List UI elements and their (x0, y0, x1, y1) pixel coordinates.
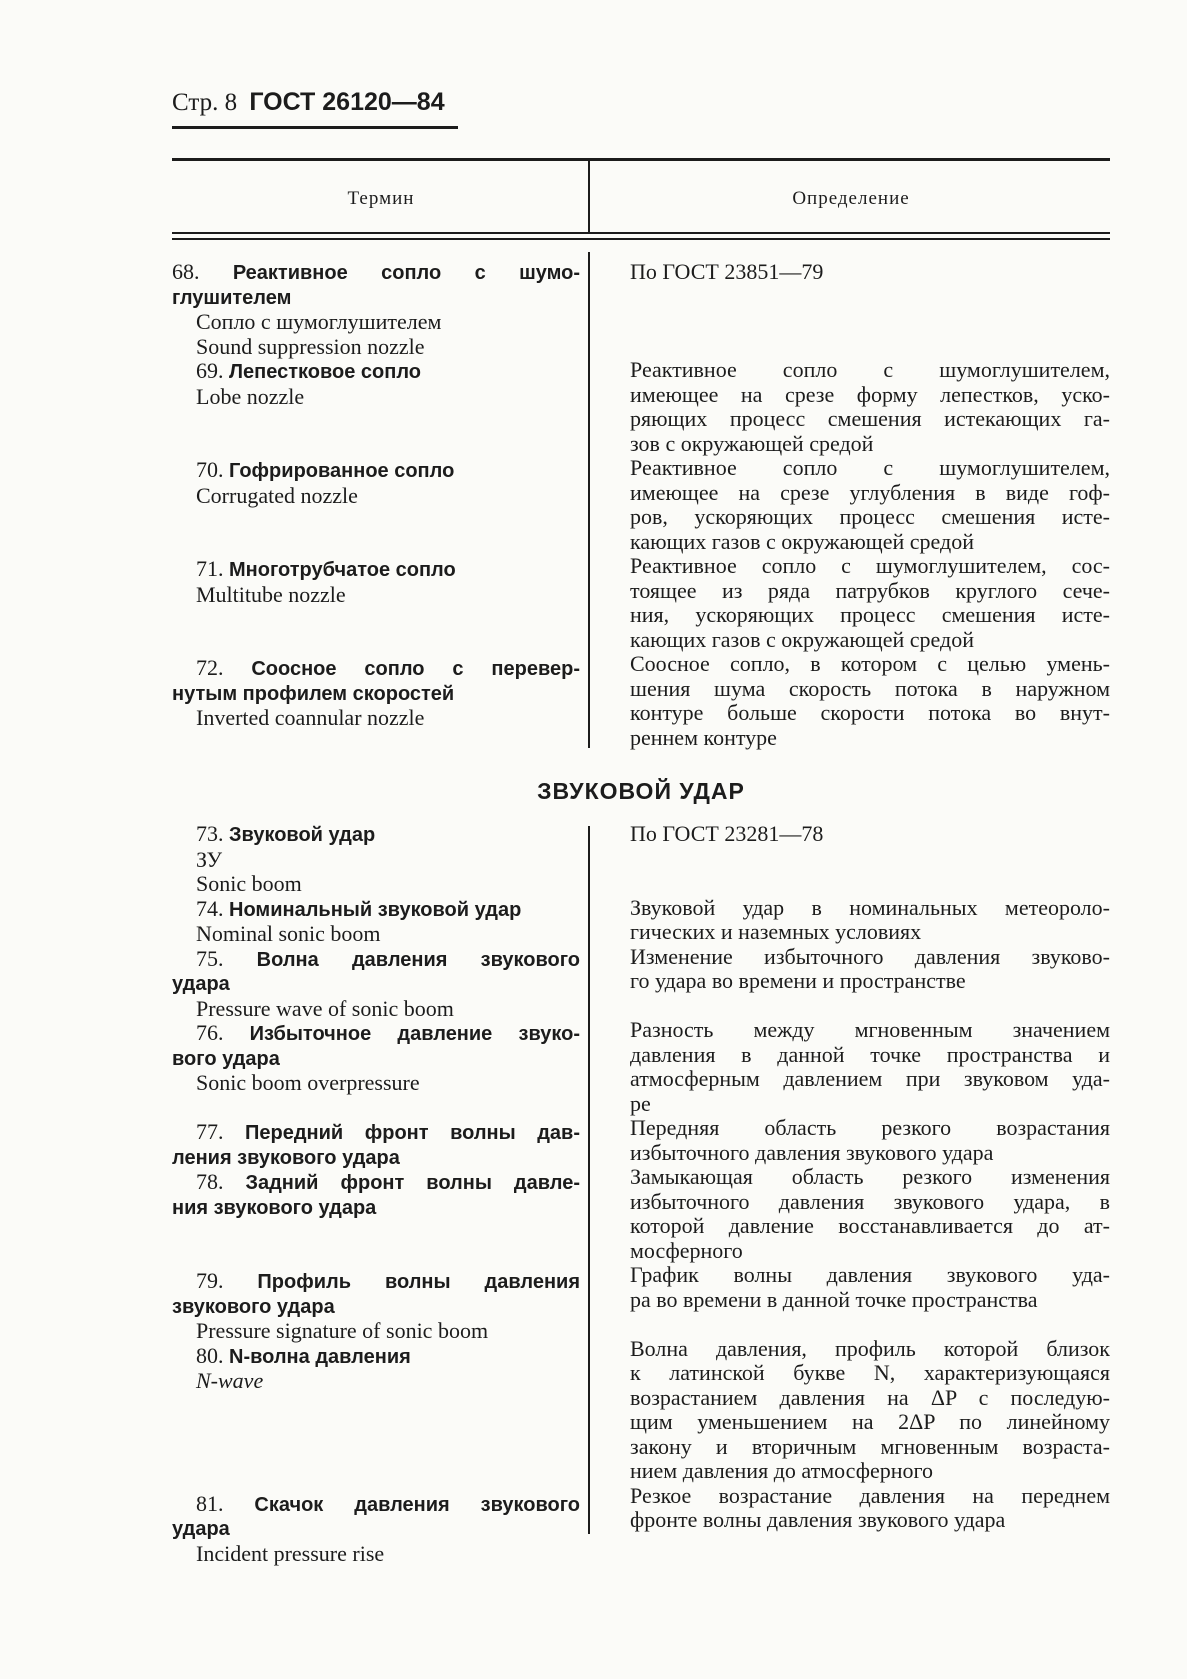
term-76-cont: вого удара (172, 1047, 280, 1070)
definition-79: График волны давления звукового уда- ра во времени в данной точке пространства (630, 1262, 1110, 1312)
definition-81: Резкое возрастание давления на переднем фронте волны давления звукового удара (630, 1482, 1110, 1532)
term-69: 69. Лепестковое сопло (196, 358, 421, 383)
term-77-cont: ления звукового удара (172, 1146, 400, 1169)
definition-72: Соосное сопло, в котором с целью умень- шения шума скорость потока в наружном контуре больше скорости потока во внут- реннем контуре (630, 651, 1110, 750)
column-divider (588, 161, 590, 232)
page-number: Стр. 8 (172, 89, 238, 116)
term-73-english: Sonic boom (196, 871, 302, 896)
definition-75: Изменение избыточного давления звуково- го удара во времени и пространстве (630, 943, 1110, 993)
table-top-rule (172, 158, 1110, 161)
term-80: 80. N-волна давления (196, 1342, 411, 1368)
definitions-column-2 (630, 822, 1110, 1533)
page-header (172, 88, 445, 117)
term-81-english: Incident pressure rise (196, 1540, 385, 1566)
definition-71: Реактивное сопло с шумоглушителем, сос- тоящее из ряда патрубков круглого сече- ния, ускоряющих процесс смешения исте- кающих газов с окружающей средой (630, 553, 1110, 652)
definition-77: Передняя область резкого возрастания избыточного давления звукового удара (630, 1115, 1110, 1165)
term-81-cont: удара (172, 1518, 230, 1540)
term-68-english: Sound suppression nozzle (196, 333, 425, 359)
terms-column-1 (172, 260, 580, 731)
term-73: 73. Звуковой удар (196, 821, 376, 846)
gost-number: ГОСТ 26120—84 (249, 88, 445, 116)
term-72-english: Inverted coannular nozzle (196, 705, 425, 730)
term-74-english: Nominal sonic boom (196, 921, 381, 946)
section-title: ЗВУКОВОЙ УДАР (537, 778, 745, 804)
term-75-english: Pressure wave of sonic boom (196, 995, 454, 1021)
term-78-cont: ния звукового удара (172, 1196, 377, 1219)
term-68-synonym: Сопло с шумоглушителем (196, 309, 442, 334)
term-79-cont: звукового удара (172, 1295, 335, 1318)
term-80-english: N-wave (196, 1368, 264, 1393)
definition-74: Звуковой удар в номинальных метеороло- гических и наземных условиях (630, 894, 1110, 944)
term-70: 70. Гофрированное сопло (196, 457, 455, 482)
term-77: 77. Передний фронт волны дав- (196, 1119, 580, 1144)
definition-73: По ГОСТ 23281—78 (630, 821, 824, 846)
term-81: 81. Скачок давления звукового (196, 1490, 581, 1516)
term-69-english: Lobe nozzle (196, 383, 305, 409)
terms-column-2 (172, 822, 580, 1566)
term-70-english: Corrugated nozzle (196, 482, 358, 508)
term-75-cont: удара (172, 973, 230, 995)
term-76: 76. Избыточное давление звуко- (196, 1020, 581, 1045)
term-71: 71. Многотрубчатое сопло (196, 556, 456, 581)
definition-80: Волна давления, профиль которой близок к латинской букве N, характеризующаяся возрастанием давления на ΔP с последую- щим уменьшением на 2ΔP по линейному закону и вторичным мгновенным возраста- нием давления до атмосферного (630, 1335, 1110, 1483)
term-75: 75. Волна давления звукового (196, 945, 581, 971)
term-78: 78. Задний фронт волны давле- (196, 1169, 580, 1194)
definition-78: Замыкающая область резкого изменения избыточного давления звукового удара, в которой давление восстанавливается до ат- мосферного (630, 1164, 1110, 1263)
definition-69: Реактивное сопло с шумоглушителем, имеющее на срезе форму лепестков, уско- ряющих процесс смешения истекающих га- зов с окружающей средой (630, 357, 1110, 456)
definition-68: По ГОСТ 23851—79 (630, 259, 824, 284)
term-74: 74. Номинальный звуковой удар (196, 895, 522, 921)
header-rule (172, 126, 458, 129)
definition-70: Реактивное сопло с шумоглушителем, имеющее на срезе углубления в виде гоф- ров, ускоряющих процесс смешения исте- кающих газов с окружающей средой (630, 455, 1110, 554)
column-divider (588, 826, 590, 1534)
column-divider (588, 252, 590, 748)
definitions-column-1 (630, 260, 1110, 750)
term-72: 72. Соосное сопло с перевер- (196, 655, 581, 680)
column-header-definition: Определение (792, 188, 910, 209)
term-76-english: Sonic boom overpressure (196, 1070, 420, 1095)
definition-76: Разность между мгновенным значением давления в данной точке пространства и атмосферным давлением при звуковом уда- ре (630, 1017, 1110, 1116)
term-68: 68. Реактивное сопло с шумо- (172, 259, 580, 284)
table-header-rule (172, 232, 1110, 234)
table-header-rule (172, 238, 1110, 240)
term-68-cont: глушителем (172, 286, 292, 309)
column-header-term: Термин (347, 188, 415, 209)
term-72-cont: нутым профилем скоростей (172, 682, 455, 705)
term-79: 79. Профиль волны давления (196, 1268, 580, 1293)
term-71-english: Multitube nozzle (196, 581, 346, 607)
term-79-english: Pressure signature of sonic boom (196, 1318, 489, 1343)
term-73-abbr: ЗУ (196, 846, 223, 872)
